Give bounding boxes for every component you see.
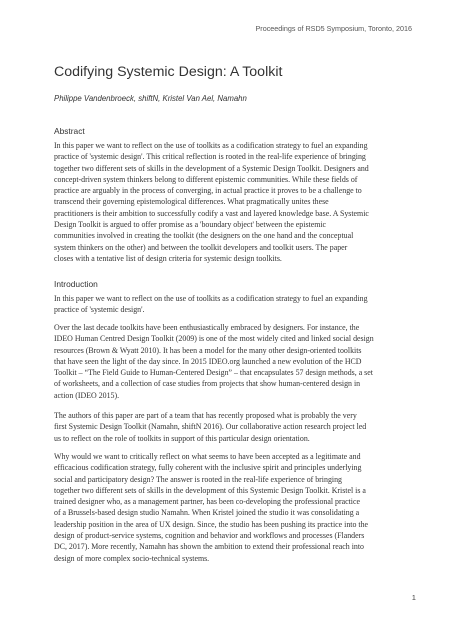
abstract-line: communities involved in creating the toolkit (the designers on the one hand and the conceptual [54, 231, 354, 241]
intro-line: that have seen the light of the day since. In 2015 IDEO.org launched a new evolution of the HCD [54, 356, 362, 366]
intro-line: efficacious codification strategy, fully coherent with the inclusive spirit and principles underlying [54, 463, 362, 473]
intro-line: together two different sets of skills in the development of this Systemic Design Toolkit. Kristel is a [54, 485, 366, 495]
intro-line: Over the last decade toolkits have been enthusiastically embraced by designers. For instance, the [54, 323, 360, 332]
intro-line: of a Brussels-based design studio Namahn. When Kristel joined the studio it was consolidating a [54, 508, 360, 518]
intro-line: trained designer who, as a management partner, has been co-developing the professional practice [54, 497, 360, 507]
intro-paragraph-1 [54, 293, 426, 316]
intro-line: design of more complex socio-technical systems. [54, 553, 210, 563]
intro-paragraph-4 [54, 451, 426, 564]
intro-line: IDEO Human Centred Design Toolkit (2009) is one of the most widely cited and linked social design [54, 334, 374, 344]
intro-line: DC, 2017). More recently, Namahn has shown the ambition to extend their professional reach into [54, 542, 364, 552]
intro-line: first Systemic Design Toolkit (Namahn, shiftN 2016). Our collaborative action research project led [54, 422, 367, 432]
abstract-line: practice are arguably in the process of converging, in actual practice it proves to be a challenge to [54, 186, 362, 196]
intro-line: The authors of this paper are part of a team that has recently proposed what is probably the very [54, 411, 357, 420]
running-header: Proceedings of RSD5 Symposium, Toronto, 2016 [255, 24, 412, 33]
abstract-heading: Abstract [54, 126, 85, 136]
author-list: Philippe Vandenbroeck, shiftN, Kristel Van Ael, Namahn [54, 94, 247, 103]
intro-paragraph-3 [54, 410, 426, 444]
abstract-line: system thinkers on the other) and between the toolkit developers and toolkit users. The paper [54, 242, 348, 252]
intro-line: practice of 'systemic design'. [54, 305, 145, 315]
introduction-heading: Introduction [54, 279, 98, 289]
abstract-paragraph [54, 140, 426, 264]
abstract-line: concept-driven system thinkers belong to different epistemic communities. While these fields of [54, 174, 358, 184]
intro-line: social and participatory design? The answer is rooted in the real-life experience of bringing [54, 474, 342, 484]
intro-line: action (IDEO 2015). [54, 390, 120, 400]
abstract-line: practice of 'systemic design'. This critical reflection is rooted in the real-life experience of bringing [54, 152, 366, 162]
intro-line: of worksheets, and a collection of case studies from projects that show human-centered design in [54, 379, 361, 389]
intro-line: Toolkit – “The Field Guide to Human-Centered Design” – that encapsulates 57 design methods, a set [54, 368, 373, 378]
intro-line: leadership position in the area of UX design. Since, the studio has been pushing its practice into the [54, 519, 369, 529]
abstract-line: closes with a tentative list of design criteria for systemic design toolkits. [54, 253, 282, 263]
abstract-line: transcend their governing epistemological differences. What pragmatically unites these [54, 197, 329, 207]
intro-line: In this paper we want to reflect on the use of toolkits as a codification strategy to fuel an expanding [54, 294, 368, 303]
intro-paragraph-2 [54, 322, 426, 401]
abstract-line: In this paper we want to reflect on the use of toolkits as a codification strategy to fuel an expanding [54, 141, 368, 150]
intro-line: resources (Brown & Wyatt 2010). It has been a model for the many other design-oriented toolkits [54, 345, 362, 355]
abstract-line: together two different sets of skills in the development of a Systemic Design Toolkit. Designers and [54, 163, 369, 173]
page-number: 1 [411, 593, 416, 602]
abstract-line: Design Toolkit is argued to offer promise as a 'boundary object' between the epistemic [54, 220, 327, 230]
intro-line: Why would we want to critically reflect on what seems to have been accepted as a legitimate and [54, 452, 361, 461]
paper-title: Codifying Systemic Design: A Toolkit [54, 64, 283, 80]
intro-line: us to reflect on the role of toolkits in support of this particular design orientation. [54, 433, 310, 443]
intro-line: design of product-service systems, cognition and behavior and workflows and processes (Flanders [54, 531, 365, 541]
abstract-line: practitioners is their ambition to successfully codify a vast and layered knowledge base. A Systemic [54, 208, 369, 218]
